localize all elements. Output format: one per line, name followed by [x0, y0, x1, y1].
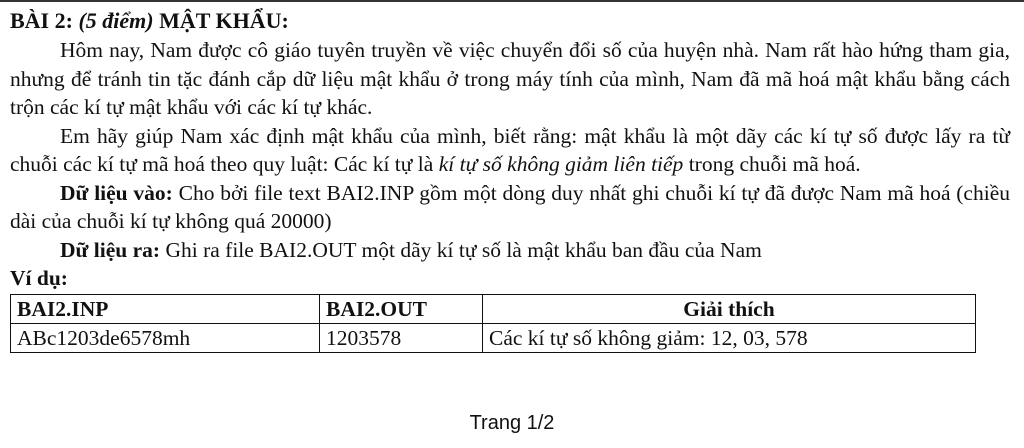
- intro-paragraph: [10, 36, 1010, 122]
- input-label: Dữ liệu vào:: [60, 180, 173, 205]
- problem-points: (5 điểm): [78, 8, 154, 33]
- table-header-row: [11, 295, 976, 324]
- output-label: Dữ liệu ra:: [60, 237, 161, 262]
- header-output-file: BAI2.OUT: [320, 295, 483, 324]
- output-paragraph: [10, 236, 1010, 265]
- top-border-line: [0, 0, 1024, 2]
- header-input-file: BAI2.INP: [11, 295, 320, 324]
- task-text-start: Em hãy giúp Nam xác định mật khẩu của mình, biết rằng: mật khẩu là một dãy các kí tự số được lấy ra từ chuỗi các kí tự mã hoá theo quy luật: Các kí tự là: [10, 123, 1010, 176]
- document-page: [10, 6, 1010, 353]
- problem-name: MẬT KHẨU:: [159, 8, 289, 33]
- page-footer: Trang 1/2: [469, 412, 555, 434]
- task-paragraph: [10, 122, 1010, 179]
- problem-title: [10, 6, 1010, 36]
- task-text-end: trong chuỗi mã hoá.: [683, 152, 861, 176]
- cell-explanation: Các kí tự số không giảm: 12, 03, 578: [483, 324, 976, 353]
- problem-number: BÀI 2:: [10, 8, 73, 33]
- output-text: Ghi ra file BAI2.OUT một dãy kí tự số là mật khẩu ban đầu của Nam: [160, 237, 762, 262]
- table-row: [11, 324, 976, 353]
- cell-output-value: 1203578: [320, 324, 483, 353]
- header-explanation: Giải thích: [483, 295, 976, 324]
- input-text: Cho bởi file text BAI2.INP gồm một dòng duy nhất ghi chuỗi kí tự đã được Nam mã hoá (chiều dài của chuỗi kí tự không quá 20000): [10, 180, 1010, 233]
- example-label: Ví dụ:: [10, 266, 68, 290]
- task-text-rule: kí tự số không giảm liên tiếp: [438, 152, 684, 176]
- input-paragraph: [10, 179, 1010, 236]
- cell-input-value: ABc1203de6578mh: [11, 324, 320, 353]
- intro-text: Hôm nay, Nam được cô giáo tuyên truyền về việc chuyển đổi số của huyện nhà. Nam rất hào hứng tham gia, nhưng để tránh tin tặc đánh cắp dữ liệu mật khẩu ở trong máy tính của mình, Nam đã mã hoá mật khẩu bằng cách trộn các kí tự mật khẩu với các kí tự khác.: [10, 38, 1010, 119]
- example-table: [10, 294, 976, 353]
